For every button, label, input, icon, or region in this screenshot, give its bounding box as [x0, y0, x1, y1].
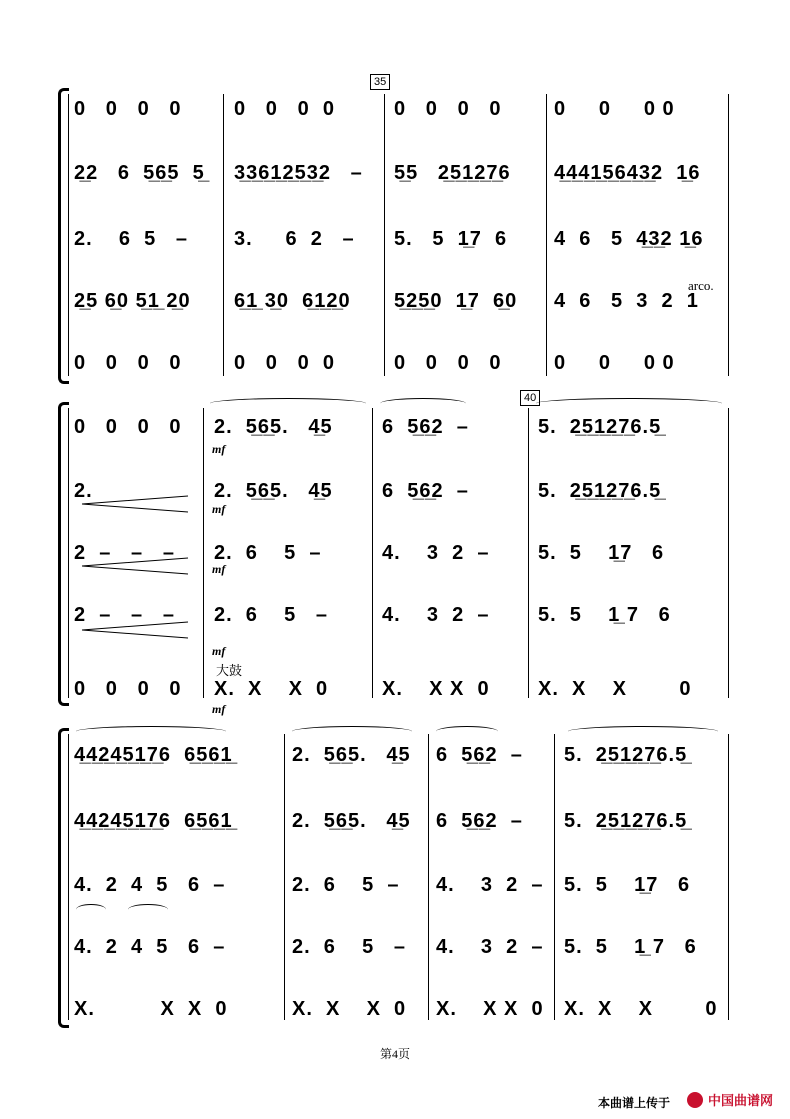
note-row: 5. 5 1̲7 6 [538, 542, 665, 564]
note-row: 2̲5 6̲0 5̲1̲ 2̲0 [74, 290, 191, 312]
note-row: 0 0 0 0 [74, 352, 182, 374]
phrase-slur [128, 904, 168, 915]
phrase-slur [76, 726, 226, 737]
note-row: 5. 2̲5̲1̲2̲7̲6.5̲ [538, 480, 662, 502]
note-row: 2. 6 5 – [74, 228, 189, 250]
system-3 [58, 728, 738, 1026]
note-row: 4. 3 2 – [436, 936, 544, 958]
note-row: 5̲2̲5̲0 1̲7 6̲0 [394, 290, 518, 312]
note-row: 2. 6 5 – [214, 542, 322, 564]
dynamic-mf: mf [212, 502, 226, 516]
note-row: 0 0 0 0 [394, 98, 502, 120]
note-row: 5. 2̲5̲1̲2̲7̲6.5̲ [564, 810, 688, 832]
note-row: 3̲3̲6̲1̲2̲5̲3̲2 – [234, 162, 363, 184]
note-row: 2. 5̲6̲5. 4̲5 [214, 416, 333, 438]
note-row: 4̲4̲4̲1̲5̲6̲4̲3̲2 1̲6 [554, 162, 701, 184]
note-row: 0 0 0 0 [234, 352, 335, 374]
note-row: 2. [74, 480, 93, 502]
note-row: 0 0 0 0 [394, 352, 502, 374]
system-line [68, 734, 69, 1020]
dagu-label: 大鼓 [216, 663, 243, 678]
note-row: 4 6 5 3 2 1 [554, 290, 699, 312]
note-row: 6 5̲6̲2 – [382, 480, 469, 502]
barline [728, 734, 729, 1020]
note-row: 6 5̲6̲2 – [436, 810, 523, 832]
note-row: X. X X 0 [436, 998, 544, 1020]
system-line [68, 408, 69, 698]
note-row: X. X X 0 [538, 678, 692, 700]
note-row: 5. 5 1̲7 6 [394, 228, 508, 250]
note-row: 6 5̲6̲2 – [382, 416, 469, 438]
note-row: 3. 6 2 – [234, 228, 355, 250]
barline [372, 408, 373, 698]
phrase-slur [76, 904, 106, 915]
note-row: 4. 3 2 – [382, 542, 490, 564]
note-row: 5. 5 1̲ 7 6 [538, 604, 671, 626]
note-row: 5. 2̲5̲1̲2̲7̲6.5̲ [538, 416, 662, 438]
note-row: 5. 5 1̲ 7 6 [564, 936, 697, 958]
dynamic-mf: mf [212, 442, 226, 456]
note-row: 6̲1̲ 3̲0 6̲1̲2̲0 [234, 290, 351, 312]
note-row: 4̲4̲2̲4̲5̲1̲7̲6 6̲5̲6̲1̲ [74, 810, 233, 832]
note-row: X. X X 0 [382, 678, 490, 700]
note-row: X. X X 0 [74, 998, 228, 1020]
system-2 [58, 392, 738, 716]
site-logo-icon [686, 1090, 786, 1110]
note-row: 0 0 0 0 [74, 416, 182, 438]
barline [528, 408, 529, 698]
phrase-slur [536, 398, 722, 409]
note-row: 0 0 0 0 [74, 98, 182, 120]
note-row: 0 0 0 0 [554, 352, 675, 374]
note-row: 4. 3 2 – [436, 874, 544, 896]
note-row: 2. 5̲6̲5. 4̲5 [292, 744, 411, 766]
rehearsal-mark: 40 [520, 390, 540, 406]
svg-text:中国曲谱网: 中国曲谱网 [708, 1093, 774, 1108]
note-row: 5. 5 1̲7 6 [564, 874, 691, 896]
barline [728, 408, 729, 698]
barline [223, 94, 224, 376]
barline [203, 408, 204, 698]
dynamic-mf: mf [212, 644, 226, 658]
note-row: 4. 3 2 – [382, 604, 490, 626]
note-row: 6 5̲6̲2 – [436, 744, 523, 766]
dynamic-mf: mf [212, 562, 226, 576]
barline [554, 734, 555, 1020]
page-number: 第4页 [379, 1047, 410, 1061]
arco-annotation: arco. [688, 278, 714, 293]
note-row: 5. 2̲5̲1̲2̲7̲6.5̲ [564, 744, 688, 766]
barline [546, 94, 547, 376]
note-row: 2. 6 5 – [292, 936, 407, 958]
upload-credit: 本曲谱上传于 [598, 1096, 671, 1110]
phrase-slur [292, 726, 412, 737]
note-row: 2 – – – [74, 604, 175, 626]
system-line [68, 94, 69, 376]
note-row: 2. 5̲6̲5. 4̲5 [214, 480, 333, 502]
note-row: X. X X 0 [292, 998, 407, 1020]
note-row: 5̲5 2̲5̲1̲2̲7̲6 [394, 162, 511, 184]
rehearsal-mark: 35 [370, 74, 390, 90]
note-row: 2. 6 5 – [292, 874, 400, 896]
note-row: 4. 2 4 5 6 – [74, 874, 226, 896]
system-1 [58, 76, 738, 384]
barline [284, 734, 285, 1020]
note-row: X. X X 0 [564, 998, 718, 1020]
decrescendo-hairpin [80, 494, 190, 514]
phrase-slur [436, 726, 498, 737]
note-row: 0 0 0 0 [554, 98, 675, 120]
note-row: 4. 2 4 5 6 – [74, 936, 226, 958]
site-logo[interactable] [686, 1090, 786, 1110]
note-row: 2. 5̲6̲5. 4̲5 [292, 810, 411, 832]
barline [728, 94, 729, 376]
note-row: 4 6 5 4̲3̲2 1̲6 [554, 228, 704, 250]
note-row: 2̲2 6 5̲6̲5 5̲ [74, 162, 205, 184]
barline [428, 734, 429, 1020]
note-row: 0 0 0 0 [74, 678, 182, 700]
note-row: 2 – – – [74, 542, 175, 564]
note-row: 4̲4̲2̲4̲5̲1̲7̲6 6̲5̲6̲1̲ [74, 744, 233, 766]
note-row: 2. 6 5 – [214, 604, 329, 626]
phrase-slur [380, 398, 466, 409]
dynamic-mf: mf [212, 702, 226, 716]
barline [384, 94, 385, 376]
phrase-slur [568, 726, 718, 737]
phrase-slur [210, 398, 366, 409]
note-row: X. X X 0 [214, 678, 329, 700]
note-row: 0 0 0 0 [234, 98, 335, 120]
